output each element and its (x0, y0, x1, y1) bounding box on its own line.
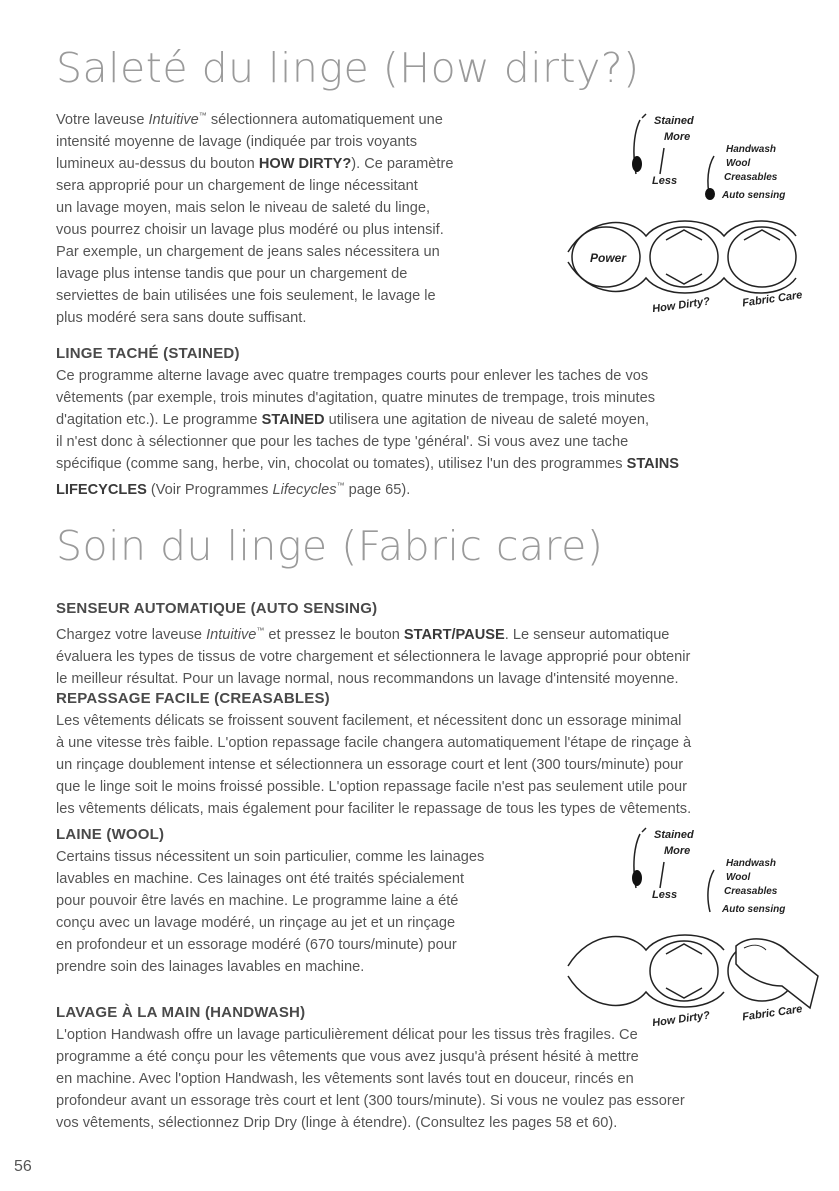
control-panel-illustration-bottom (560, 826, 820, 1026)
fabric-care-label: Fabric Care (741, 1003, 804, 1024)
control-panel-illustration-top (560, 112, 820, 312)
section-title-how-dirty: Saleté du linge (How dirty?) (56, 44, 640, 92)
creasables-label: Creasables (724, 172, 778, 183)
section-title-auto-sensing: SENSEUR AUTOMATIQUE (AUTO SENSING) (56, 600, 378, 617)
dirt-level-indicator (632, 114, 694, 187)
section-title-handwash: LAVAGE À LA MAIN (HANDWASH) (56, 1004, 306, 1021)
section-title-creasables: REPASSAGE FACILE (CREASABLES) (56, 690, 330, 707)
how-dirty-label: How Dirty? (651, 1009, 711, 1026)
dirt-level-indicator (632, 828, 694, 901)
handwash-label: Handwash (726, 858, 777, 869)
stained-paragraph: Ce programme alterne lavage avec quatre trempages courts pour enlever les taches de vos vêtements (par exemple, trois minutes d'agitation, quatre minutes de trempage, trois minutes d'agitation etc.). Le programme STAINED utilisera une agitation de niveau de saleté moyen, il n'est donc à sélectionner que pour les taches de type 'général'. Si vous avez une tache spécifique (comme sang, herbe, vin, chocolat ou tomates), utilisez l'un des programmes STAINS LIFECYCLES (Voir Programmes Lifecycles™ page 65). (56, 368, 680, 498)
how-dirty-button[interactable] (650, 227, 718, 287)
less-label: Less (652, 889, 678, 901)
handwash-label: Handwash (726, 144, 777, 155)
stained-label: Stained (654, 115, 694, 127)
section-title-stained: LINGE TACHÉ (STAINED) (56, 345, 240, 362)
more-label: More (664, 845, 691, 857)
panel-buttons (568, 221, 803, 312)
how-dirty-label: How Dirty? (651, 295, 711, 312)
more-label: More (664, 131, 691, 143)
section-title-fabric-care: Soin du linge (Fabric care) (56, 522, 604, 570)
fabric-care-button[interactable] (728, 227, 796, 287)
fabric-care-label: Fabric Care (741, 289, 804, 310)
how-dirty-button[interactable] (650, 941, 718, 1001)
fabric-care-indicator (705, 144, 785, 201)
auto-sensing-label: Auto sensing (722, 904, 786, 915)
creasables-paragraph: Les vêtements délicats se froissent souvent facilement, et nécessitent donc un essorage minimal à une vitesse très faible. L'option repassage facile changera automatiquement l'étape de rinçage à un rinçage doublement intense et sélectionnera un essorage court et lent (300 tours/minute) pour que le linge soit le moins froissé possible. L'option repassage facile n'est pas seulement utile pour les vêtements délicats, mais également pour faciliter le repassage de tous les types de vêtements. (56, 713, 692, 817)
auto-sensing-paragraph: Chargez votre laveuse Intuitive™ et pressez le bouton START/PAUSE. Le senseur automatique évaluera les types de tissus de votre chargement et sélectionnera le lavage approprié pour obtenir le meilleur résultat. Pour un lavage normal, nous recommandons un lavage d'intensité moyenne. (56, 626, 691, 687)
fabric-care-indicator (708, 858, 785, 915)
panel-buttons (568, 935, 818, 1026)
auto-sensing-label: Auto sensing (722, 190, 786, 201)
handwash-paragraph: L'option Handwash offre un lavage particulièrement délicat pour les tissus très fragiles. Ce programme a été conçu pour les vêtements que vous avez jusqu'à présent hésité à mettre en machine. Avec l'option Handwash, les vêtements sont lavés tout en douceur, rincés en profondeur avant un essorage très court et lent (300 tours/minute). Si vous ne voulez pas essorer vos vêtements, sélectionnez Drip Dry (linge à étendre). (Consultez les pages 58 et 60). (56, 1027, 685, 1131)
stained-label: Stained (654, 829, 694, 841)
power-label: Power (590, 251, 627, 265)
wool-label: Wool (726, 872, 751, 883)
control-panel-svg-finger (560, 826, 820, 1026)
wool-label: Wool (726, 158, 751, 169)
wool-paragraph: Certains tissus nécessitent un soin particulier, comme les lainages lavables en machine. Ces lainages ont été traités spécialement pour pouvoir être lavés en machine. Le programme laine a été conçu avec un lavage modéré, un rinçage au jet et un rinçage en profondeur et un essorage modéré (670 tours/minute) pour prendre soin des lainages lavables en machine. (56, 849, 485, 975)
control-panel-svg (560, 112, 820, 312)
page-number: 56 (14, 1158, 32, 1175)
less-label: Less (652, 175, 678, 187)
how-dirty-paragraph: Votre laveuse Intuitive™ sélectionnera automatiquement une intensité moyenne de lavage (indiquée par trois voyants lumineux au-dessus du bouton HOW DIRTY?). Ce paramètre sera approprié pour un chargement de linge nécessitant un lavage moyen, mais selon le niveau de saleté du linge, vous pourrez choisir un lavage plus modéré ou plus intensif. Par exemple, un chargement de jeans sales nécessitera un lavage plus intense tandis que pour un chargement de serviettes de bain utilisées une fois seulement, le lavage le plus modéré sera sans doute suffisant. (56, 111, 454, 326)
section-title-wool: LAINE (WOOL) (56, 826, 165, 843)
creasables-label: Creasables (724, 886, 778, 897)
